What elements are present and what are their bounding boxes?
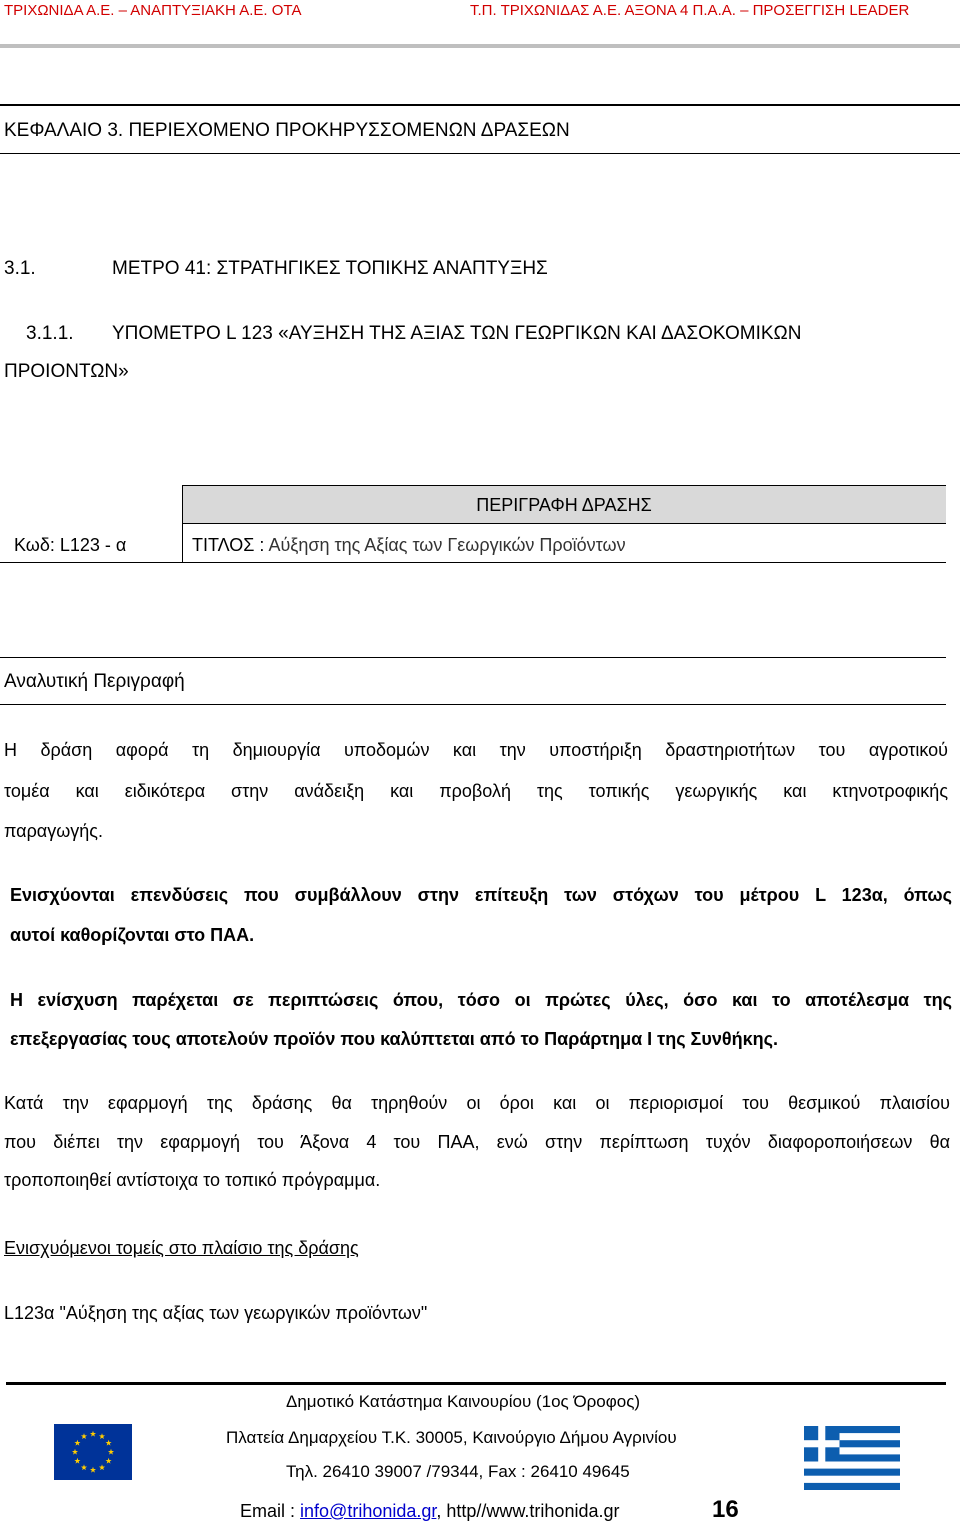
footer-address-line1: Δημοτικό Κατάστημα Καινουρίου (1ος Όροφος) [286,1392,641,1411]
page-header [0,0,960,26]
sectors-heading: Ενισχυόμενοι τομείς στο πλαίσιο της δράσης [4,1238,359,1258]
footer-phone-line: Τηλ. 26410 39007 /79344, Fax : 26410 49645 [286,1462,630,1481]
footer-address-line2: Πλατεία Δημαρχείου Τ.Κ. 30005, Καινούργιο Δήμου Αγρινίου [226,1428,677,1447]
chapter-bottom-rule [0,153,960,154]
paragraph-1-line-3: παραγωγής. [4,821,103,841]
paragraph-4-line-2: που διέπει την εφαρμογή του Άξονα 4 του ΠΑΑ, ενώ στην περίπτωση τυχόν διαφοροποιήσεων θα [4,1132,950,1152]
code-cell [14,535,126,556]
footer-web[interactable]: , http//www.trihonida.gr [436,1501,620,1521]
paragraph-4-line-1: Κατά την εφαρμογή της δράσης θα τηρηθούν οι όροι και οι περιορισμοί του θεσμικού πλαισίου [4,1093,950,1113]
greek-flag-icon [804,1426,900,1490]
header-divider [0,44,960,48]
table-vertical-rule [182,485,183,563]
table-mid-rule [182,523,946,524]
description-top-rule [0,657,946,658]
eu-flag-icon [54,1424,132,1480]
footer-email-link[interactable]: info@trihonida.gr [300,1501,437,1521]
submeasure-title-line1: ΥΠΟΜΕΤΡΟ L 123 «ΑΥΞΗΣΗ ΤΗΣ ΑΞΙΑΣ ΤΩΝ ΓΕΩΡΓΙΚΩΝ ΚΑΙ ΔΑΣΟΚΟΜΙΚΩΝ [112,323,802,344]
header-left: ΤΡΙΧΩΝΙΔΑ Α.Ε. – ΑΝΑΠΤΥΞΙΑΚΗ Α.Ε. ΟΤΑ [4,2,302,19]
title-value: Αύξηση της Αξίας των Γεωργικών Προϊόντων [268,535,626,555]
paragraph-1-line-2: τομέα και ειδικότερα στην ανάδειξη και προβολή της τοπικής γεωργικής και κτηνοτροφικής [4,781,948,801]
paragraph-1-line-1: Η δράση αφορά τη δημιουργία υποδομών και την υποστήριξη δραστηριοτήτων του αγροτικού [4,740,948,760]
submeasure-number: 3.1.1. [26,323,74,344]
paragraph-2-line-2: αυτοί καθορίζονται στο ΠΑΑ. [10,925,255,945]
measure-title: ΜΕΤΡΟ 41: ΣΤΡΑΤΗΓΙΚΕΣ ΤΟΠΙΚΗΣ ΑΝΑΠΤΥΞΗΣ [112,258,548,279]
measure-number: 3.1. [4,258,36,279]
paragraph-3-line-1: Η ενίσχυση παρέχεται σε περιπτώσεις όπου, τόσο οι πρώτες ύλες, όσο και το αποτέλεσμα της [10,990,952,1010]
chapter-top-rule [0,104,960,106]
description-heading-rule [0,704,946,705]
title-cell [192,535,626,556]
table-header: ΠΕΡΙΓΡΑΦΗ ΔΡΑΣΗΣ [476,495,652,515]
header-right: Τ.Π. ΤΡΙΧΩΝΙΔΑΣ Α.Ε. ΑΞΟΝΑ 4 Π.Α.Α. – ΠΡΟΣΕΓΓΙΣΗ LEADER [470,2,910,19]
table-top-rule [182,485,946,486]
footer-divider [6,1382,946,1385]
footer-email-label: Email : [240,1501,296,1521]
title-label: ΤΙΤΛΟΣ : [192,535,265,555]
chapter-title: ΚΕΦΑΛΑΙΟ 3. ΠΕΡΙΕΧΟΜΕΝΟ ΠΡΟΚΗΡΥΣΣΟΜΕΝΩΝ ΔΡΑΣΕΩΝ [4,120,570,141]
page-number: 16 [712,1496,739,1523]
submeasure-title-line2: ΠΡΟΙΟΝΤΩΝ» [4,361,129,382]
paragraph-3-line-2: επεξεργασίας τους αποτελούν προϊόν που καλύπτεται από το Παράρτημα Ι της Συνθήκης. [10,1029,778,1049]
code-value: L123 - α [59,535,127,555]
description-heading: Αναλυτική Περιγραφή [4,671,185,692]
footer-contact-line [240,1501,619,1522]
code-label: Κωδ: [14,535,55,555]
sectors-item: L123α "Αύξηση της αξίας των γεωργικών προϊόντων" [4,1303,428,1323]
paragraph-2-line-1: Ενισχύονται επενδύσεις που συμβάλλουν στην επίτευξη των στόχων του μέτρου L 123α, όπως [10,885,952,905]
paragraph-4-line-3: τροποποιηθεί αντίστοιχα το τοπικό πρόγραμμα. [4,1170,381,1190]
table-bottom-rule [0,562,946,563]
